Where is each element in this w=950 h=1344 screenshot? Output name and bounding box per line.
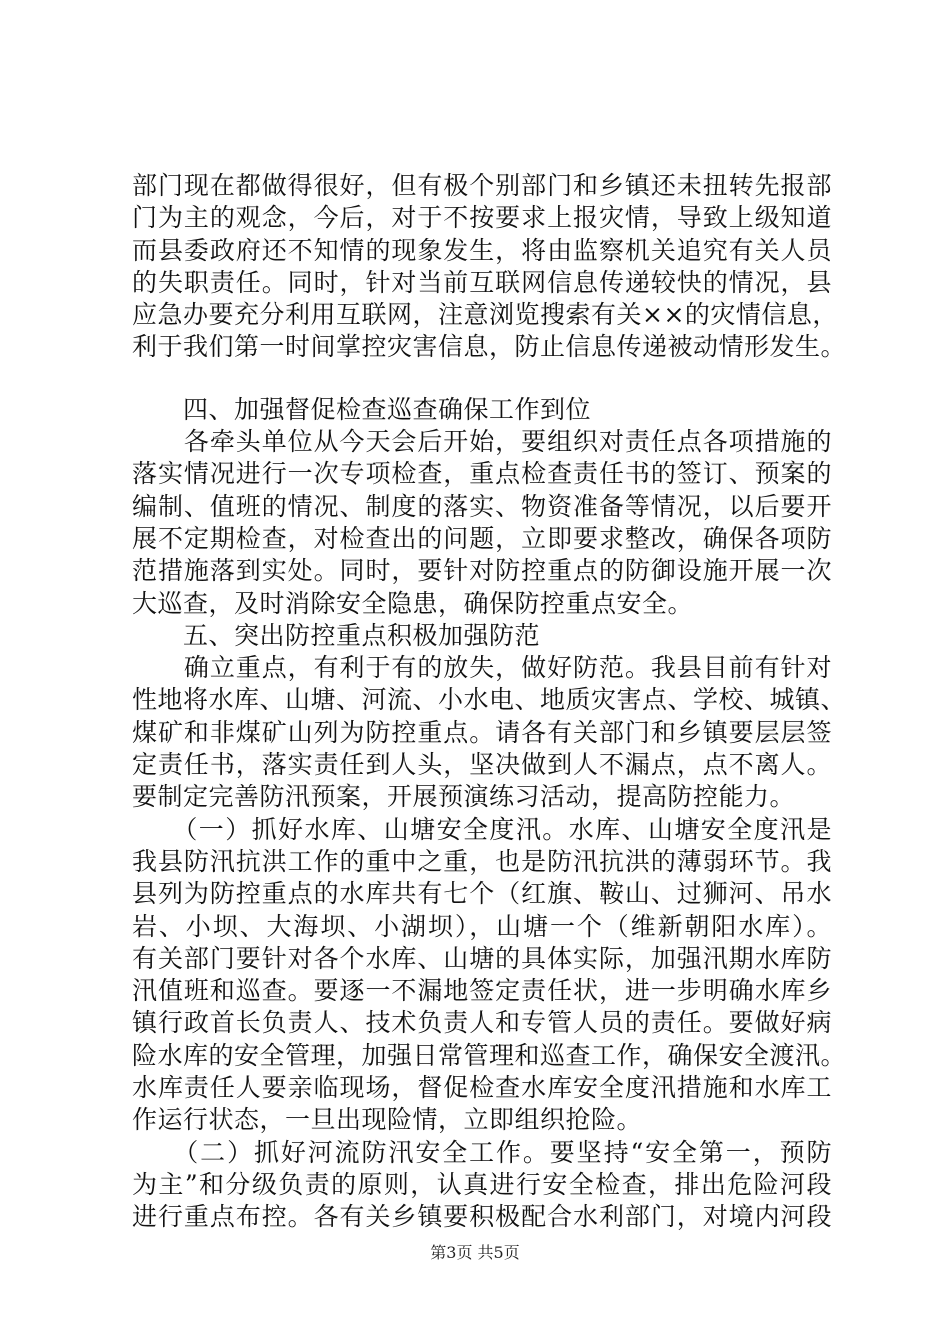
text-line: 作运行状态，一旦出现险情，立即组织抢险。: [132, 1105, 643, 1135]
text-line: 而县委政府还不知情的现象发生，将由监察机关追究有关人员: [132, 235, 832, 265]
text-line: （一）抓好水库、山塘安全度汛。水库、山塘安全度汛是: [132, 814, 832, 844]
text-line: 为主”和分级负责的原则，认真进行安全检查，排出危险河段: [132, 1169, 832, 1199]
text-line: 编制、值班的情况、制度的落实、物资准备等情况，以后要开: [132, 491, 832, 521]
text-line: 落实情况进行一次专项检查，重点检查责任书的签订、预案的: [132, 459, 832, 489]
text-line: 进行重点布控。各有关乡镇要积极配合水利部门，对境内河段: [132, 1202, 832, 1232]
section-heading: 四、加强督促检查巡查确保工作到位: [132, 394, 592, 424]
text-line: 展不定期检查，对检查出的问题，立即要求整改，确保各项防: [132, 523, 832, 553]
text-line: 部门现在都做得很好，但有极个别部门和乡镇还未扭转先报部: [132, 171, 832, 200]
text-line: 门为主的观念，今后，对于不按要求上报灾情，导致上级知道: [132, 203, 832, 233]
text-line: 定责任书，落实责任到人头，坚决做到人不漏点，点不离人。: [132, 750, 832, 780]
text-line: 煤矿和非煤矿山列为防控重点。请各有关部门和乡镇要层层签: [132, 717, 832, 747]
text-line: 岩、小坝、大海坝、小湖坝），山塘一个（维新朝阳水库）。: [132, 911, 832, 941]
text-line: 有关部门要针对各个水库、山塘的具体实际，加强汛期水库防: [132, 943, 832, 973]
text-line: 县列为防控重点的水库共有七个（红旗、鞍山、过狮河、吊水: [132, 879, 832, 909]
text-line: 确立重点，有利于有的放失，做好防范。我县目前有针对: [132, 653, 832, 683]
text-line: 范措施落到实处。同时，要针对防控重点的防御设施开展一次: [132, 556, 832, 586]
text-line: 性地将水库、山塘、河流、小水电、地质灾害点、学校、城镇、: [132, 685, 847, 715]
text-line: 水库责任人要亲临现场，督促检查水库安全度汛措施和水库工: [132, 1073, 832, 1103]
text-line: 利于我们第一时间掌控灾害信息，防止信息传递被动情形发生。: [132, 332, 847, 362]
text-line: （二）抓好河流防汛安全工作。要坚持“安全第一，预防: [132, 1137, 832, 1167]
text-line: 汛值班和巡查。要逐一不漏地签定责任状，进一步明确水库乡: [132, 976, 832, 1006]
text-line: 各牵头单位从今天会后开始，要组织对责任点各项措施的: [132, 427, 832, 457]
text-line: 应急办要充分利用互联网，注意浏览搜索有关××的灾情信息，: [132, 300, 838, 330]
text-line: 的失职责任。同时，针对当前互联网信息传递较快的情况，县: [132, 267, 832, 297]
paragraph-gap: [132, 364, 832, 394]
text-line: 我县防汛抗洪工作的重中之重，也是防汛抗洪的薄弱环节。我: [132, 846, 832, 876]
section-heading: 五、突出防控重点积极加强防范: [132, 620, 541, 650]
page-number-footer: 第3页 共5页: [430, 1243, 520, 1262]
document-body: [132, 170, 847, 1234]
text-line: 险水库的安全管理，加强日常管理和巡查工作，确保安全渡汛。: [132, 1040, 847, 1070]
text-line: 镇行政首长负责人、技术负责人和专管人员的责任。要做好病: [132, 1008, 832, 1038]
text-line: 要制定完善防汛预案，开展预演练习活动，提高防控能力。: [132, 782, 796, 812]
text-line: 大巡查，及时消除安全隐患，确保防控重点安全。: [132, 588, 694, 618]
